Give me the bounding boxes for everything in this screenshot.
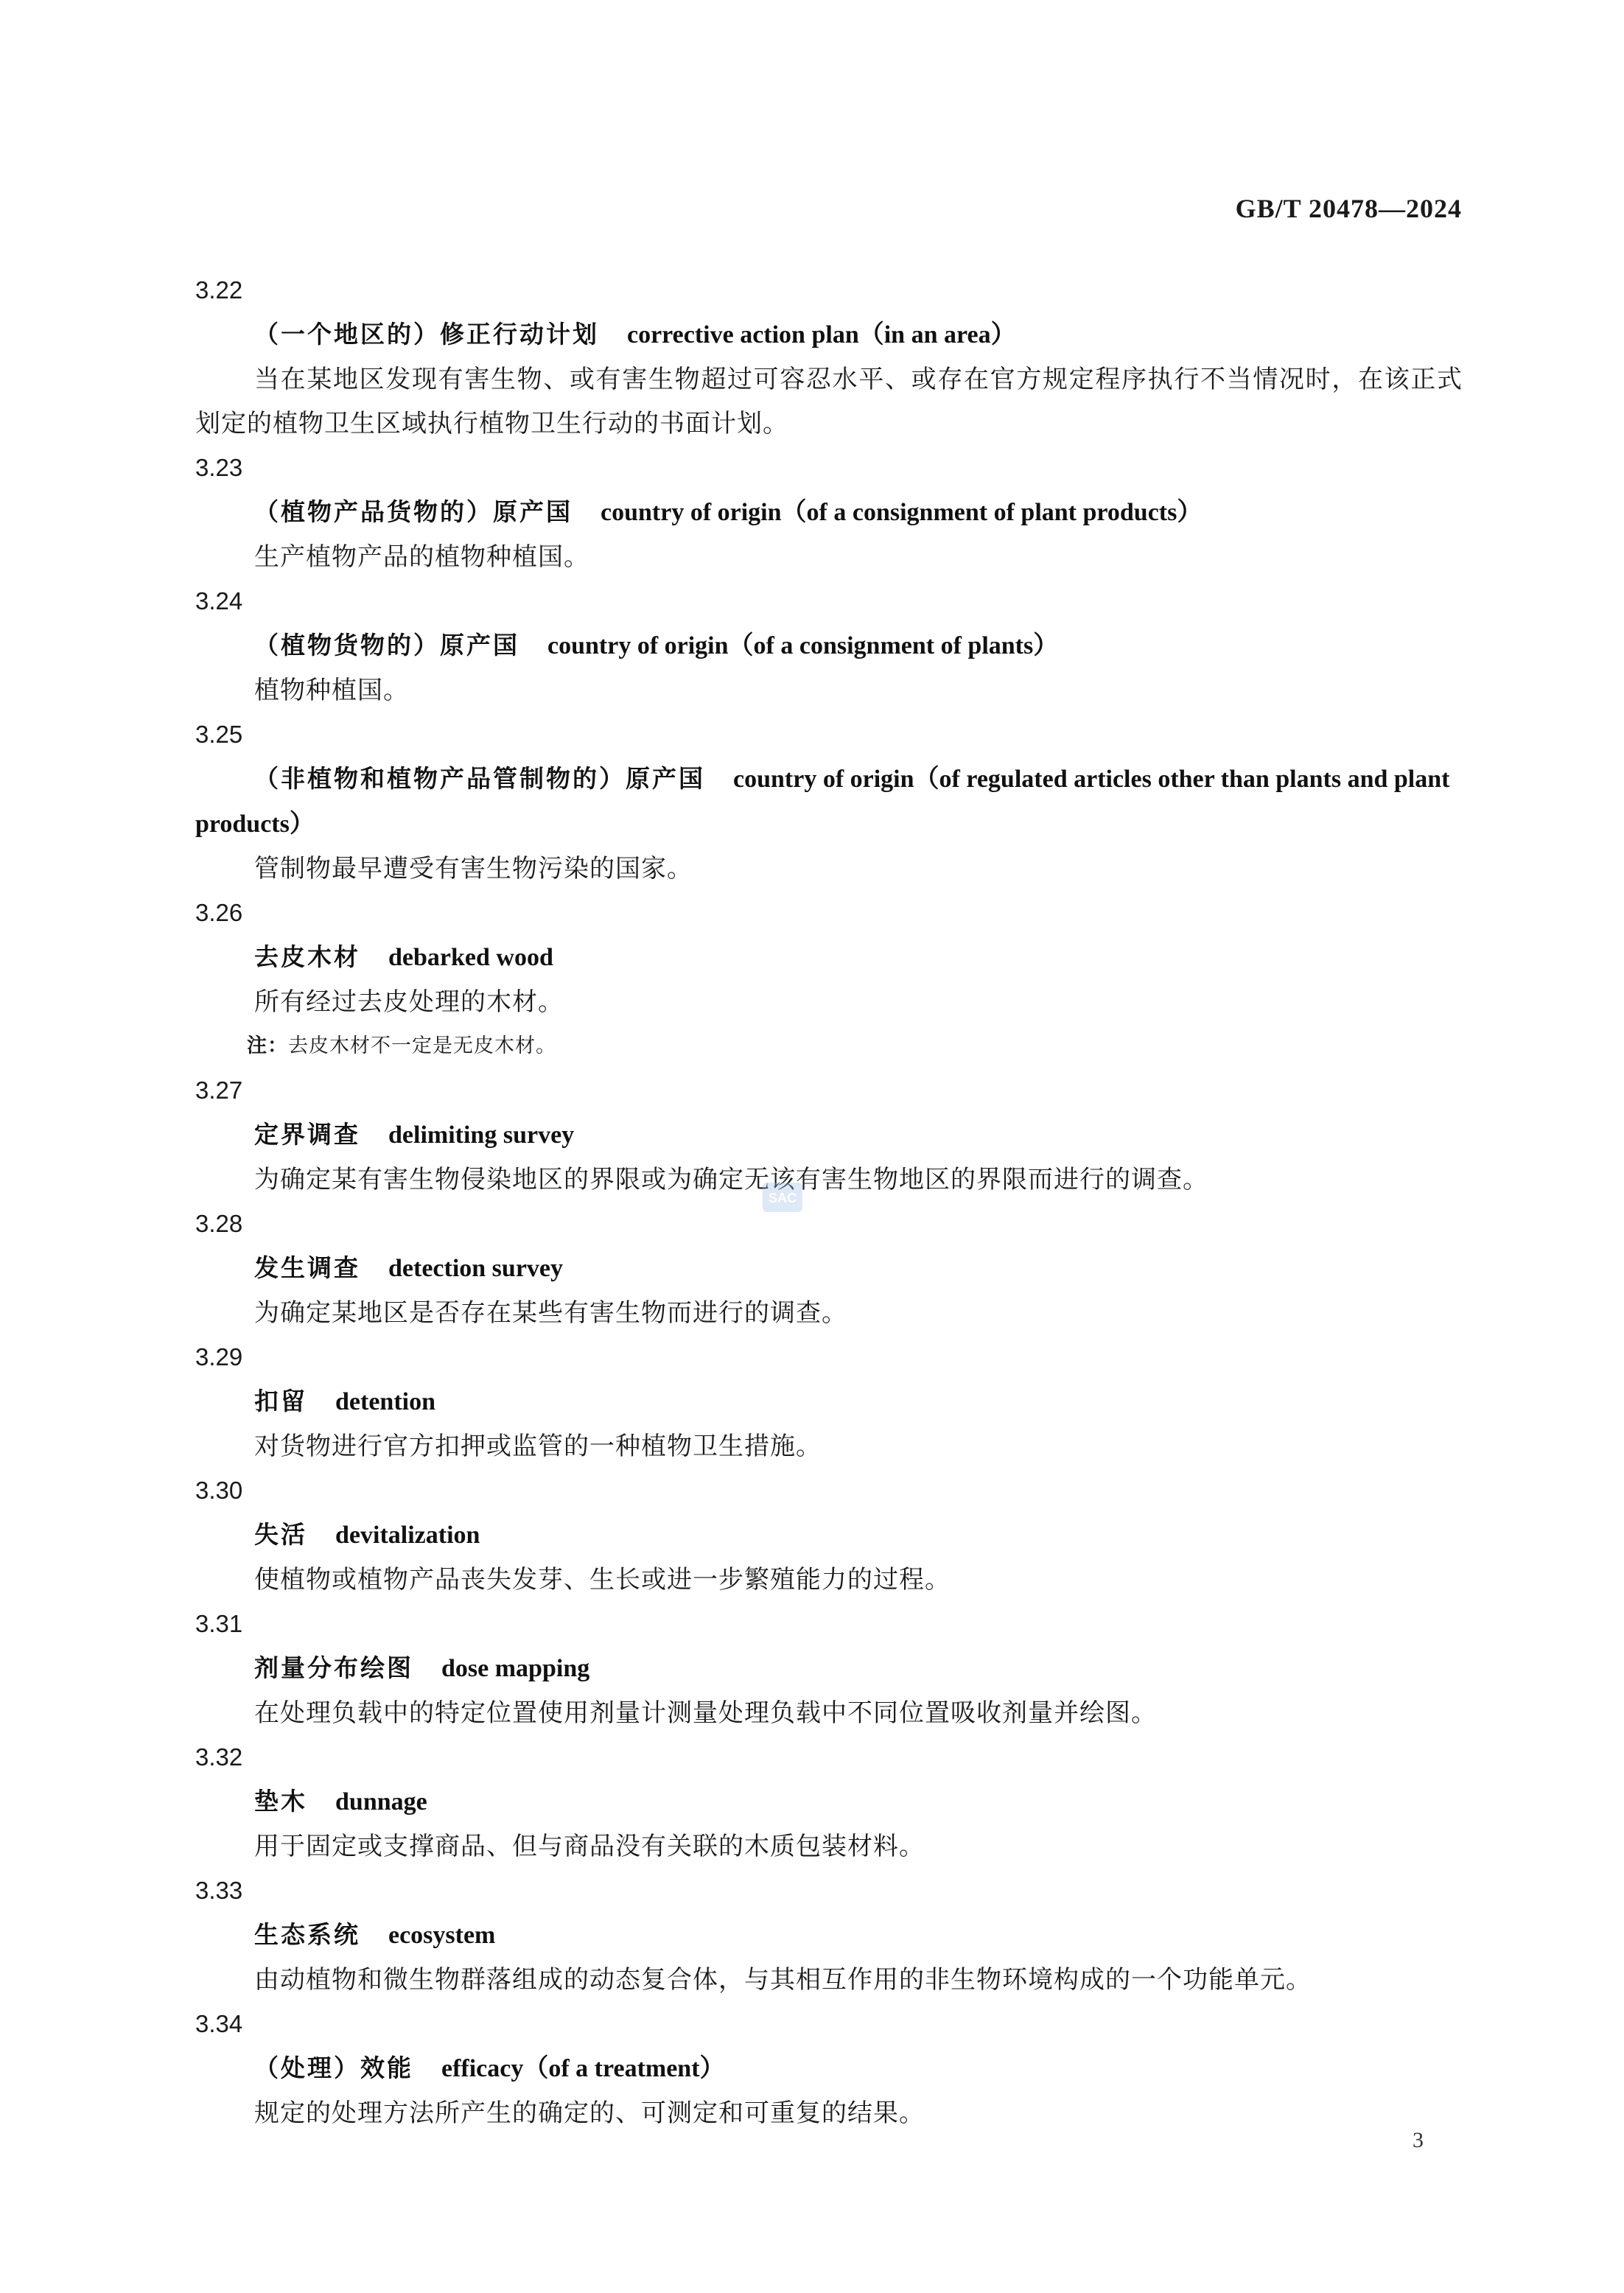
term-definition: 为确定某有害生物侵染地区的界限或为确定无该有害生物地区的界限而进行的调查。: [254, 1165, 1208, 1194]
terms-list: [195, 268, 1463, 2135]
term-heading: [195, 1646, 1463, 1691]
term-heading: [195, 1379, 1463, 1424]
term-english: dunnage: [335, 1788, 427, 1816]
term-entry-3-30: [195, 1468, 1463, 1602]
term-number: 3.32: [195, 1743, 243, 1771]
term-number: 3.26: [195, 899, 243, 926]
term-chinese: 发生调查: [254, 1253, 360, 1282]
term-definition: 为确定某地区是否存在某些有害生物而进行的调查。: [254, 1298, 847, 1328]
term-entry-3-23: [195, 446, 1463, 579]
term-definition: 规定的处理方法所产生的确定的、可测定和可重复的结果。: [254, 2098, 925, 2128]
term-entry-3-34: [195, 2002, 1463, 2135]
term-chinese: （非植物和植物产品管制物的）原产国: [254, 764, 705, 793]
term-heading: [195, 312, 1463, 357]
term-english: country of origin（of a consignment of plants）: [547, 632, 1059, 659]
term-definition: 当在某地区发现有害生物、或有害生物超过可容忍水平、或存在官方规定程序执行不当情况时，在该正式划定的植物卫生区域执行植物卫生行动的书面计划。: [195, 365, 1463, 438]
term-definition: 生产植物产品的植物种植国。: [254, 542, 589, 572]
term-number: 3.29: [195, 1343, 243, 1370]
term-chinese: 去皮木材: [254, 942, 360, 971]
term-number: 3.22: [195, 276, 243, 304]
term-heading: [195, 1513, 1463, 1558]
term-definition: 在处理负载中的特定位置使用剂量计测量处理负载中不同位置吸收剂量并绘图。: [254, 1698, 1157, 1728]
term-heading: [195, 935, 1463, 980]
term-entry-3-28: [195, 1202, 1463, 1335]
term-entry-3-27: [195, 1068, 1463, 1202]
watermark-text: SAC: [768, 1191, 797, 1205]
note-text: 去皮木材不一定是无皮木材。: [288, 1035, 556, 1057]
term-entry-3-25: [195, 713, 1463, 891]
term-number: 3.30: [195, 1477, 243, 1504]
term-chinese: 失活: [254, 1520, 307, 1549]
term-chinese: 生态系统: [254, 1920, 360, 1949]
term-entry-3-31: [195, 1602, 1463, 1735]
term-definition: 对货物进行官方扣押或监管的一种植物卫生措施。: [254, 1432, 822, 1461]
term-chinese: （植物产品货物的）原产国: [254, 497, 573, 526]
term-number: 3.28: [195, 1210, 243, 1237]
term-english: country of origin（of regulated articles other than plants and plant products）: [195, 766, 1450, 838]
term-entry-3-29: [195, 1335, 1463, 1468]
term-heading: [195, 623, 1463, 668]
standard-code: GB/T 20478—2024: [1235, 194, 1462, 223]
term-english: detection survey: [388, 1255, 564, 1282]
term-english: dose mapping: [441, 1655, 590, 1682]
term-chinese: 定界调查: [254, 1120, 360, 1149]
term-english: corrective action plan（in an area）: [627, 321, 1016, 349]
term-number: 3.23: [195, 454, 243, 481]
term-entry-3-26: [195, 891, 1463, 1068]
term-chinese: 扣留: [254, 1387, 307, 1415]
term-heading: [195, 757, 1463, 847]
term-heading: [195, 1113, 1463, 1158]
term-definition: 管制物最早遭受有害生物污染的国家。: [254, 854, 693, 883]
term-chinese: （一个地区的）修正行动计划: [254, 320, 599, 349]
term-note: [195, 1024, 1463, 1068]
term-number: 3.31: [195, 1610, 243, 1637]
term-entry-3-32: [195, 1735, 1463, 1869]
term-entry-3-22: [195, 268, 1463, 446]
page-number: 3: [1413, 2128, 1424, 2152]
term-entry-3-24: [195, 579, 1463, 713]
term-english: ecosystem: [388, 1922, 496, 1949]
sac-watermark-logo: [762, 1182, 803, 1213]
term-heading: [195, 490, 1463, 535]
term-number: 3.24: [195, 587, 243, 615]
term-definition: 使植物或植物产品丧失发芽、生长或进一步繁殖能力的过程。: [254, 1565, 951, 1594]
term-heading: [195, 1779, 1463, 1824]
term-heading: [195, 1246, 1463, 1291]
term-number: 3.25: [195, 721, 243, 748]
term-definition: 所有经过去皮处理的木材。: [254, 987, 564, 1017]
term-definition: 植物种植国。: [254, 676, 409, 705]
term-definition: 由动植物和微生物群落组成的动态复合体，与其相互作用的非生物环境构成的一个功能单元。: [254, 1965, 1312, 1995]
term-english: detention: [335, 1388, 435, 1415]
term-entry-3-33: [195, 1869, 1463, 2002]
note-label: 注：: [247, 1035, 288, 1057]
term-chinese: （处理）效能: [254, 2054, 413, 2082]
term-number: 3.27: [195, 1077, 243, 1104]
term-heading: [195, 2046, 1463, 2091]
term-english: efficacy（of a treatment）: [441, 2055, 725, 2082]
term-english: devitalization: [335, 1522, 480, 1549]
term-chinese: （植物货物的）原产国: [254, 631, 519, 659]
term-number: 3.33: [195, 1877, 243, 1904]
term-english: country of origin（of a consignment of plant products）: [601, 499, 1203, 526]
term-english: debarked wood: [388, 944, 553, 971]
term-chinese: 剂量分布绘图: [254, 1653, 413, 1682]
term-english: delimiting survey: [388, 1121, 575, 1149]
term-definition: 用于固定或支撑商品、但与商品没有关联的木质包装材料。: [254, 1832, 925, 1861]
term-heading: [195, 1913, 1463, 1958]
term-chinese: 垫木: [254, 1787, 307, 1816]
term-number: 3.34: [195, 2010, 243, 2037]
